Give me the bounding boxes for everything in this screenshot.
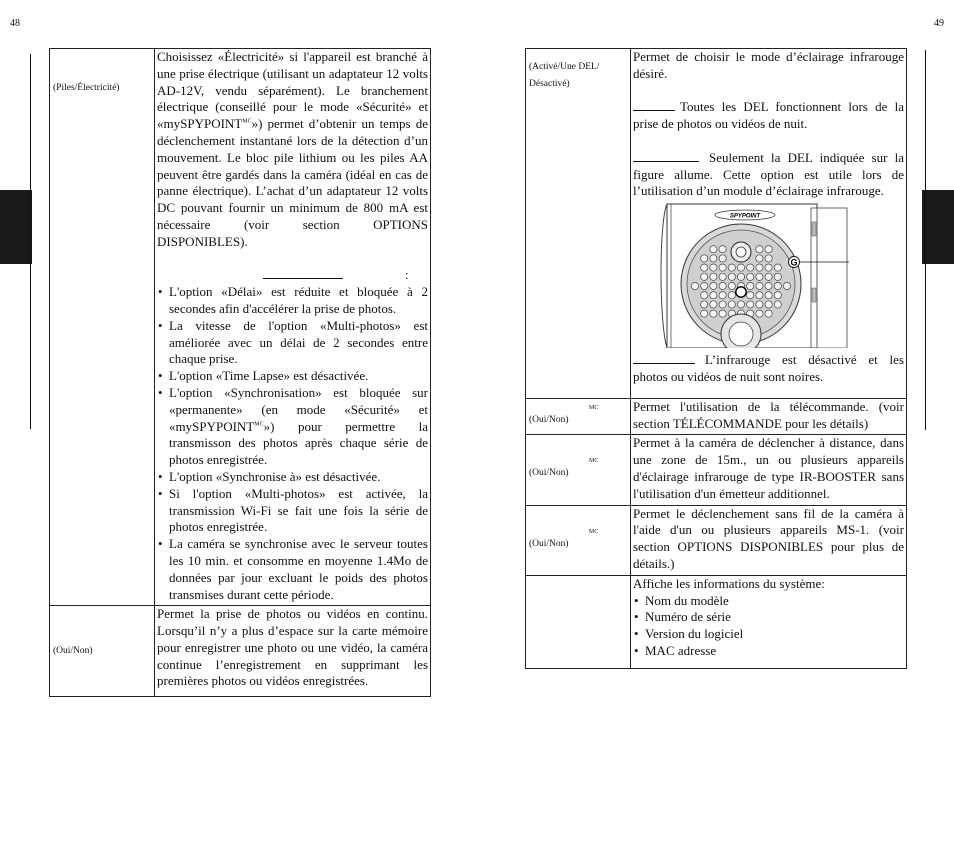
ir-led [783, 283, 790, 290]
electric-mode-heading [157, 267, 428, 284]
ir-led [747, 301, 754, 308]
ir-led [691, 283, 698, 290]
list-item: • Version du logiciel [633, 626, 904, 643]
heading-colon: : [405, 267, 409, 283]
table-row-ms1 [526, 505, 907, 575]
ir-led [728, 292, 735, 299]
list-item: • La caméra se synchronise avec le serveur toutes les 10 min. et consomme en moyenne 1.4Mo de données par jour excluant le poids des photos transmises durant cette période. [157, 536, 428, 603]
ir-led [701, 264, 708, 271]
ir-led [701, 255, 708, 262]
ir-led [710, 283, 717, 290]
ir-led [756, 292, 763, 299]
highlighted-led [736, 287, 746, 297]
ms1-label [526, 505, 631, 575]
ir-led [710, 264, 717, 271]
table-row-about [526, 575, 907, 668]
ir-led [701, 292, 708, 299]
ir-led [710, 301, 717, 308]
ir-led [701, 283, 708, 290]
ir-led [710, 310, 717, 317]
list-item: • MAC adresse [633, 643, 904, 660]
list-item: • Nom du modèle [633, 593, 904, 610]
page-number-right: 49 [934, 18, 944, 29]
ir-led [756, 310, 763, 317]
ir-led [719, 264, 726, 271]
ir-led [756, 273, 763, 280]
brand-logo: SPYPOINT [729, 213, 761, 220]
ir-led [765, 264, 772, 271]
ir-led [701, 273, 708, 280]
ms1-description: Permet le déclenchement sans fil de la caméra à l'aide d'un ou plusieurs appareils MS-1. (voir section OPTIONS DISPONIBLES pour plus de détails.) [631, 505, 907, 575]
ir-led [719, 310, 726, 317]
trademark-mark: MC [589, 528, 599, 535]
ir-led [765, 273, 772, 280]
thumb-tab-left [0, 190, 32, 264]
infrared-label [526, 49, 631, 399]
ir-led [728, 264, 735, 271]
ir-led [756, 264, 763, 271]
table-row-power [50, 49, 431, 606]
ir-led [774, 301, 781, 308]
table-row-infrared [526, 49, 907, 399]
ir-led [765, 301, 772, 308]
overwrite-label-text: (Oui/Non) [53, 645, 93, 656]
remote-description: Permet l'utilisation de la télécommande. (voir section TÉLÉCOMMANDE pour les détails) [631, 398, 907, 435]
ir-led [719, 246, 726, 253]
remote-label [526, 398, 631, 435]
ir-led [710, 246, 717, 253]
settings-table-right [525, 48, 907, 669]
power-text-a: Choisissez «Électricité» si l'appareil est branché à une prise électrique (utilisant un adaptateur 12 volts AD-12V, vendu séparément). Le branchement électrique (conseillé pour le mode «Sécurité» et «mySPYPOINT [157, 49, 428, 132]
trademark-mark: MC [254, 421, 264, 428]
ir-led [756, 246, 763, 253]
list-item: • L'option «Time Lapse» est désactivée. [157, 368, 428, 385]
settings-table-left [49, 48, 431, 697]
camera-led-figure [649, 202, 849, 348]
strap-clip [812, 222, 816, 236]
ir-led [728, 283, 735, 290]
ir-led [747, 264, 754, 271]
about-label [526, 575, 631, 668]
ir-led [719, 255, 726, 262]
ir-led [701, 301, 708, 308]
sync-text-a: L'option «Synchronisation» est bloquée sur «permanente» (en mode «Sécurité» et «mySPYPOINT [169, 384, 428, 434]
option-underline [633, 99, 675, 111]
ir-led [747, 292, 754, 299]
ir-led [756, 283, 763, 290]
strap-clip [812, 288, 816, 302]
ms1-label-text: (Oui/Non) [529, 538, 569, 549]
option-underline [633, 150, 699, 162]
ir-led [765, 255, 772, 262]
list-item: • L'option «Délai» est réduite et bloquée à 2 secondes afin d'accélérer la prise de photos. [157, 284, 428, 318]
about-intro: Affiche les informations du système: [633, 575, 825, 591]
list-item: • L'option «Synchronise à» est désactivée. [157, 469, 428, 486]
table-row-overwrite [50, 606, 431, 697]
ir-led [728, 301, 735, 308]
light-sensor-core [736, 247, 746, 257]
ir-led [765, 292, 772, 299]
trademark-mark: MC [589, 458, 599, 465]
housing-curve [661, 204, 667, 348]
list-item: • La vitesse de l'option «Multi-photos» est améliorée avec un délai de 2 secondes entre chaque prise. [157, 318, 428, 368]
trim-line-right [925, 50, 926, 430]
ir-led [710, 292, 717, 299]
power-label-text: (Piles/Électricité) [53, 83, 120, 93]
ir-led [719, 301, 726, 308]
power-paragraph [157, 49, 428, 251]
infrared-option-all [633, 99, 904, 133]
ir-led [774, 292, 781, 299]
about-description [631, 575, 907, 668]
electric-mode-bullets [157, 284, 428, 603]
ir-led [737, 301, 744, 308]
ir-led [765, 246, 772, 253]
ir-led [756, 255, 763, 262]
table-row-remote [526, 398, 907, 435]
infrared-label-text: (Activé/Une DEL/ Désactivé) [529, 62, 600, 89]
ir-led [747, 273, 754, 280]
ir-led [737, 273, 744, 280]
trademark-mark: MC [589, 405, 599, 412]
about-list [633, 593, 904, 660]
ir-led [737, 264, 744, 271]
ir-booster-label-text: (Oui/Non) [529, 468, 569, 479]
option-one-text: Seulement la DEL indiquée sur la figure allume. Cette option est utile lors de l’utilisation d’un module d’éclairage infrarouge. [633, 149, 904, 199]
power-text-b: ») permet d’obtenir un temps de déclenchement instantané lors de la détection d’un mouvement. Le bloc pile lithium ou les piles AA peuvent être gardés dans la caméra (idéal en cas de panne électrique). L’achat d’un adaptateur 12 volts DC pouvant fournir un minimum de 800 mA est nécessaire (voir section OPTIONS DISPONIBLES). [157, 116, 428, 249]
ir-booster-description: Permet à la caméra de déclencher à distance, dans une zone de 15m., un ou plusieurs appareils d'éclairage infrarouge de type IR-BOOSTER sans l'utilisation d'un émetteur additionnel. [631, 435, 907, 505]
ir-led [719, 283, 726, 290]
ir-led [728, 273, 735, 280]
power-label [50, 49, 155, 606]
ir-led [719, 292, 726, 299]
ir-led [701, 310, 708, 317]
table-row-ir-booster [526, 435, 907, 505]
page-number-left: 48 [10, 18, 20, 29]
thumb-tab-right [922, 190, 954, 264]
infrared-description [631, 49, 907, 399]
ir-led [774, 283, 781, 290]
ir-booster-label [526, 435, 631, 505]
heading-underline [263, 267, 343, 279]
camera-lens [729, 322, 753, 346]
trademark-mark: MC [242, 118, 252, 125]
power-description [155, 49, 431, 606]
overwrite-label [50, 606, 155, 697]
ir-led [710, 273, 717, 280]
callout-letter: G [790, 257, 798, 268]
ir-led [765, 310, 772, 317]
ir-led [747, 283, 754, 290]
ir-led [774, 264, 781, 271]
list-item: • Numéro de série [633, 609, 904, 626]
ir-led [774, 273, 781, 280]
sync-text-b: ») pour permettre la transmisson des photos après chaque série de photos enregistrée. [169, 418, 428, 468]
remote-label-text: (Oui/Non) [529, 415, 569, 426]
ir-led [710, 255, 717, 262]
option-underline [633, 352, 695, 364]
infrared-intro: Permet de choisir le mode d’éclairage infrarouge désiré. [633, 49, 904, 81]
ir-led [756, 301, 763, 308]
option-all-text: Toutes les DEL fonctionnent lors de la prise de photos ou vidéos de nuit. [633, 99, 904, 132]
ir-led [719, 273, 726, 280]
trim-line-left [30, 54, 31, 429]
camera-strap-side [811, 208, 847, 348]
list-item [157, 385, 428, 469]
overwrite-description: Permet la prise de photos ou vidéos en continu. Lorsqu’il n’y a plus d’espace sur la carte mémoire pour enregistrer une photo ou une vidéo, la caméra continue l’enregistrement en supprimant les premières photos ou vidéos enregistrées. [155, 606, 431, 697]
infrared-option-off [633, 352, 904, 386]
infrared-option-one [633, 150, 904, 200]
list-item: • Si l'option «Multi-photos» est activée, la transmission Wi-Fi se fait une fois la série de photos enregistrée. [157, 486, 428, 536]
option-off-text: L’infrarouge est désactivé et les photos ou vidéos de nuit sont noires. [633, 352, 904, 384]
ir-led [765, 283, 772, 290]
